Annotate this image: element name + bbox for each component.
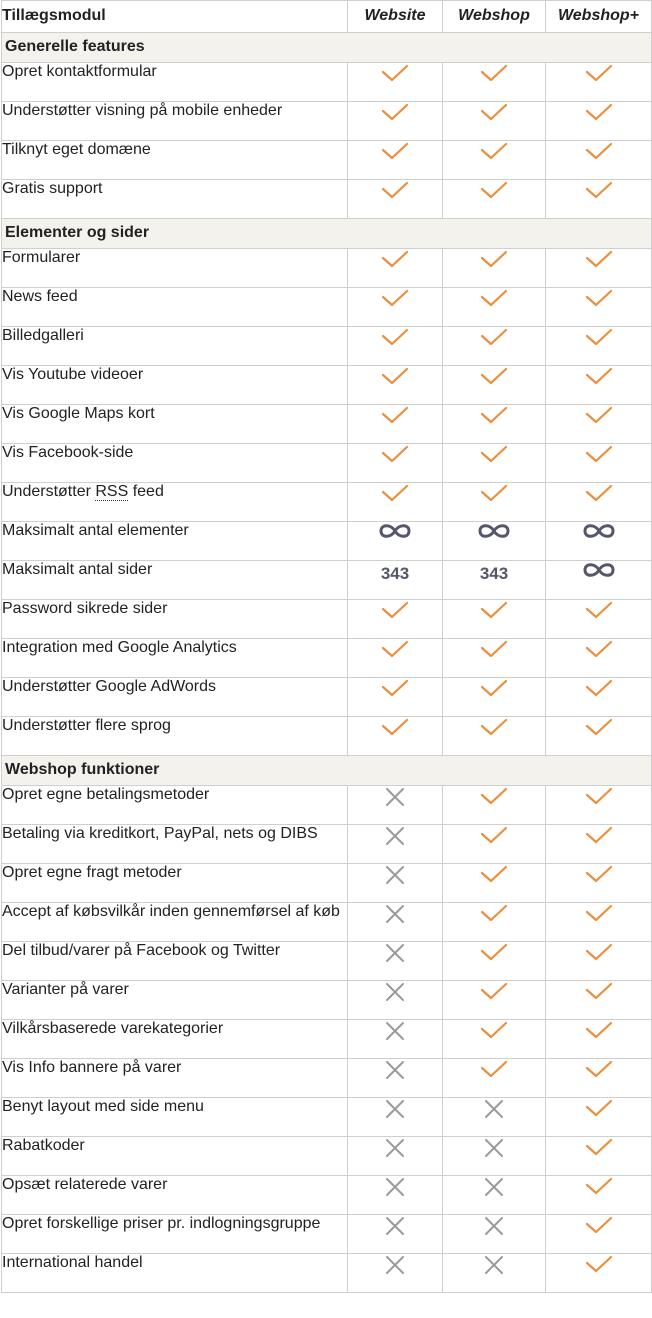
checkmark-icon bbox=[380, 327, 410, 349]
feature-label: Varianter på varer bbox=[2, 981, 348, 1020]
table-row bbox=[2, 327, 652, 366]
value-cell-webshop bbox=[443, 249, 546, 288]
feature-label: Opsæt relaterede varer bbox=[2, 1176, 348, 1215]
feature-label: Understøtter flere sprog bbox=[2, 717, 348, 756]
checkmark-icon bbox=[584, 1176, 614, 1198]
checkmark-icon bbox=[479, 63, 509, 85]
checkmark-icon bbox=[479, 327, 509, 349]
table-row bbox=[2, 717, 652, 756]
value-cell-webshop bbox=[443, 405, 546, 444]
feature-column-header: Tillægsmodul bbox=[2, 1, 348, 33]
checkmark-icon bbox=[584, 600, 614, 622]
table-row bbox=[2, 180, 652, 219]
value-cell-webshop-plus bbox=[546, 864, 652, 903]
value-cell-webshop bbox=[443, 600, 546, 639]
checkmark-icon bbox=[479, 1020, 509, 1042]
value-cell-webshop bbox=[443, 717, 546, 756]
feature-label: Password sikrede sider bbox=[2, 600, 348, 639]
cross-icon bbox=[384, 1254, 406, 1276]
infinity-icon bbox=[581, 561, 617, 579]
checkmark-icon bbox=[380, 639, 410, 661]
table-row bbox=[2, 1254, 652, 1293]
feature-label: Billedgalleri bbox=[2, 327, 348, 366]
cross-icon bbox=[384, 1176, 406, 1198]
cross-icon bbox=[384, 1059, 406, 1081]
value-cell-website bbox=[348, 327, 443, 366]
value-cell-webshop-plus bbox=[546, 678, 652, 717]
value-cell-website bbox=[348, 141, 443, 180]
table-row bbox=[2, 1176, 652, 1215]
checkmark-icon bbox=[584, 327, 614, 349]
checkmark-icon bbox=[479, 825, 509, 847]
checkmark-icon bbox=[380, 405, 410, 427]
checkmark-icon bbox=[380, 366, 410, 388]
limit-value: 343 bbox=[479, 564, 509, 583]
checkmark-icon bbox=[584, 1137, 614, 1159]
infinity-icon bbox=[377, 522, 413, 540]
value-cell-website bbox=[348, 600, 443, 639]
checkmark-icon bbox=[479, 678, 509, 700]
value-cell-website bbox=[348, 561, 443, 600]
value-cell-webshop bbox=[443, 786, 546, 825]
value-cell-webshop bbox=[443, 141, 546, 180]
table-row bbox=[2, 405, 652, 444]
value-cell-webshop-plus bbox=[546, 600, 652, 639]
feature-label: Opret egne betalingsmetoder bbox=[2, 786, 348, 825]
table-row bbox=[2, 1098, 652, 1137]
checkmark-icon bbox=[479, 366, 509, 388]
checkmark-icon bbox=[479, 288, 509, 310]
value-cell-webshop bbox=[443, 1020, 546, 1059]
checkmark-icon bbox=[380, 717, 410, 739]
value-cell-webshop bbox=[443, 327, 546, 366]
value-cell-webshop bbox=[443, 288, 546, 327]
value-cell-webshop bbox=[443, 1176, 546, 1215]
checkmark-icon bbox=[479, 600, 509, 622]
cross-icon bbox=[483, 1137, 505, 1159]
feature-label: International handel bbox=[2, 1254, 348, 1293]
value-cell-webshop bbox=[443, 180, 546, 219]
value-cell-website bbox=[348, 717, 443, 756]
checkmark-icon bbox=[479, 981, 509, 1003]
feature-label: Vilkårsbaserede varekategorier bbox=[2, 1020, 348, 1059]
checkmark-icon bbox=[584, 180, 614, 202]
value-cell-webshop-plus bbox=[546, 288, 652, 327]
checkmark-icon bbox=[584, 717, 614, 739]
value-cell-website bbox=[348, 1137, 443, 1176]
limit-value: 343 bbox=[380, 564, 410, 583]
checkmark-icon bbox=[479, 444, 509, 466]
checkmark-icon bbox=[584, 288, 614, 310]
value-cell-website bbox=[348, 786, 443, 825]
table-row bbox=[2, 639, 652, 678]
checkmark-icon bbox=[584, 942, 614, 964]
section-row-elementer-og-sider bbox=[2, 219, 652, 249]
value-cell-website bbox=[348, 102, 443, 141]
checkmark-icon bbox=[584, 981, 614, 1003]
table-row bbox=[2, 600, 652, 639]
value-cell-webshop bbox=[443, 366, 546, 405]
plan-header-webshop-plus: Webshop+ bbox=[546, 1, 652, 33]
value-cell-website bbox=[348, 903, 443, 942]
value-cell-webshop-plus bbox=[546, 405, 652, 444]
value-cell-website bbox=[348, 981, 443, 1020]
cross-icon bbox=[483, 1176, 505, 1198]
cross-icon bbox=[384, 1215, 406, 1237]
checkmark-icon bbox=[380, 483, 410, 505]
checkmark-icon bbox=[479, 1059, 509, 1081]
value-cell-webshop bbox=[443, 1137, 546, 1176]
infinity-icon bbox=[581, 522, 617, 540]
value-cell-webshop-plus bbox=[546, 366, 652, 405]
value-cell-webshop bbox=[443, 639, 546, 678]
value-cell-website bbox=[348, 522, 443, 561]
checkmark-icon bbox=[479, 942, 509, 964]
checkmark-icon bbox=[584, 1098, 614, 1120]
feature-label: Betaling via kreditkort, PayPal, nets og DIBS bbox=[2, 825, 348, 864]
feature-label: Integration med Google Analytics bbox=[2, 639, 348, 678]
value-cell-website bbox=[348, 678, 443, 717]
table-row bbox=[2, 1215, 652, 1254]
table-row bbox=[2, 825, 652, 864]
table-row bbox=[2, 366, 652, 405]
value-cell-webshop bbox=[443, 864, 546, 903]
value-cell-website bbox=[348, 1059, 443, 1098]
value-cell-website bbox=[348, 1215, 443, 1254]
feature-label: Tilknyt eget domæne bbox=[2, 141, 348, 180]
feature-label: Accept af købsvilkår inden gennemførsel af køb bbox=[2, 903, 348, 942]
checkmark-icon bbox=[584, 483, 614, 505]
value-cell-website bbox=[348, 639, 443, 678]
checkmark-icon bbox=[479, 180, 509, 202]
checkmark-icon bbox=[479, 903, 509, 925]
table-row bbox=[2, 522, 652, 561]
checkmark-icon bbox=[584, 63, 614, 85]
checkmark-icon bbox=[380, 444, 410, 466]
value-cell-webshop-plus bbox=[546, 561, 652, 600]
cross-icon bbox=[384, 825, 406, 847]
value-cell-website bbox=[348, 825, 443, 864]
value-cell-webshop-plus bbox=[546, 102, 652, 141]
value-cell-webshop-plus bbox=[546, 483, 652, 522]
checkmark-icon bbox=[584, 639, 614, 661]
cross-icon bbox=[384, 903, 406, 925]
value-cell-website bbox=[348, 180, 443, 219]
feature-label: Opret kontaktformular bbox=[2, 63, 348, 102]
section-row-generelle-features bbox=[2, 33, 652, 63]
value-cell-website bbox=[348, 288, 443, 327]
table-row bbox=[2, 1059, 652, 1098]
checkmark-icon bbox=[584, 249, 614, 271]
value-cell-webshop bbox=[443, 444, 546, 483]
value-cell-website bbox=[348, 405, 443, 444]
value-cell-webshop-plus bbox=[546, 327, 652, 366]
checkmark-icon bbox=[380, 180, 410, 202]
feature-comparison-table bbox=[1, 0, 652, 1293]
value-cell-webshop bbox=[443, 1254, 546, 1293]
checkmark-icon bbox=[479, 249, 509, 271]
table-row bbox=[2, 483, 652, 522]
checkmark-icon bbox=[479, 141, 509, 163]
section-title: Elementer og sider bbox=[2, 219, 652, 249]
value-cell-webshop-plus bbox=[546, 141, 652, 180]
value-cell-website bbox=[348, 1098, 443, 1137]
feature-label: Maksimalt antal elementer bbox=[2, 522, 348, 561]
checkmark-icon bbox=[584, 366, 614, 388]
value-cell-website bbox=[348, 483, 443, 522]
table-row bbox=[2, 102, 652, 141]
value-cell-website bbox=[348, 366, 443, 405]
cross-icon bbox=[384, 786, 406, 808]
checkmark-icon bbox=[380, 288, 410, 310]
table-row bbox=[2, 63, 652, 102]
value-cell-webshop-plus bbox=[546, 1254, 652, 1293]
value-cell-webshop-plus bbox=[546, 1215, 652, 1254]
value-cell-website bbox=[348, 864, 443, 903]
checkmark-icon bbox=[479, 405, 509, 427]
value-cell-webshop-plus bbox=[546, 522, 652, 561]
value-cell-webshop bbox=[443, 1059, 546, 1098]
cross-icon bbox=[483, 1215, 505, 1237]
value-cell-webshop-plus bbox=[546, 444, 652, 483]
checkmark-icon bbox=[479, 483, 509, 505]
table-header-row bbox=[2, 1, 652, 33]
feature-label: Vis Google Maps kort bbox=[2, 405, 348, 444]
value-cell-webshop-plus bbox=[546, 1059, 652, 1098]
checkmark-icon bbox=[380, 102, 410, 124]
value-cell-webshop bbox=[443, 825, 546, 864]
value-cell-webshop bbox=[443, 63, 546, 102]
value-cell-webshop-plus bbox=[546, 1137, 652, 1176]
checkmark-icon bbox=[479, 717, 509, 739]
cross-icon bbox=[483, 1254, 505, 1276]
cross-icon bbox=[384, 1137, 406, 1159]
cross-icon bbox=[384, 1098, 406, 1120]
checkmark-icon bbox=[584, 678, 614, 700]
value-cell-webshop-plus bbox=[546, 942, 652, 981]
checkmark-icon bbox=[380, 249, 410, 271]
value-cell-webshop-plus bbox=[546, 786, 652, 825]
table-row bbox=[2, 444, 652, 483]
feature-label: Understøtter visning på mobile enheder bbox=[2, 102, 348, 141]
value-cell-webshop-plus bbox=[546, 63, 652, 102]
cross-icon bbox=[384, 942, 406, 964]
value-cell-webshop-plus bbox=[546, 981, 652, 1020]
feature-label: Benyt layout med side menu bbox=[2, 1098, 348, 1137]
feature-label: Maksimalt antal sider bbox=[2, 561, 348, 600]
feature-label: Gratis support bbox=[2, 180, 348, 219]
table-row bbox=[2, 561, 652, 600]
table-row bbox=[2, 1020, 652, 1059]
table-row bbox=[2, 786, 652, 825]
value-cell-webshop-plus bbox=[546, 1020, 652, 1059]
value-cell-webshop-plus bbox=[546, 1098, 652, 1137]
feature-label: News feed bbox=[2, 288, 348, 327]
value-cell-webshop-plus bbox=[546, 717, 652, 756]
feature-label: Formularer bbox=[2, 249, 348, 288]
checkmark-icon bbox=[380, 600, 410, 622]
feature-label: Del tilbud/varer på Facebook og Twitter bbox=[2, 942, 348, 981]
checkmark-icon bbox=[479, 786, 509, 808]
value-cell-website bbox=[348, 63, 443, 102]
table-row bbox=[2, 678, 652, 717]
feature-label: Vis Youtube videoer bbox=[2, 366, 348, 405]
table-row bbox=[2, 942, 652, 981]
value-cell-website bbox=[348, 1176, 443, 1215]
value-cell-webshop bbox=[443, 678, 546, 717]
checkmark-icon bbox=[584, 102, 614, 124]
checkmark-icon bbox=[584, 1059, 614, 1081]
value-cell-website bbox=[348, 1254, 443, 1293]
checkmark-icon bbox=[584, 825, 614, 847]
section-title: Generelle features bbox=[2, 33, 652, 63]
value-cell-webshop-plus bbox=[546, 639, 652, 678]
feature-label: Opret forskellige priser pr. indlogningsgruppe bbox=[2, 1215, 348, 1254]
value-cell-webshop bbox=[443, 561, 546, 600]
value-cell-webshop bbox=[443, 942, 546, 981]
cross-icon bbox=[384, 981, 406, 1003]
checkmark-icon bbox=[584, 1215, 614, 1237]
value-cell-website bbox=[348, 249, 443, 288]
checkmark-icon bbox=[479, 639, 509, 661]
value-cell-webshop bbox=[443, 903, 546, 942]
table-row bbox=[2, 1137, 652, 1176]
value-cell-webshop-plus bbox=[546, 180, 652, 219]
table-row bbox=[2, 249, 652, 288]
value-cell-webshop bbox=[443, 1215, 546, 1254]
value-cell-webshop-plus bbox=[546, 1176, 652, 1215]
checkmark-icon bbox=[584, 903, 614, 925]
infinity-icon bbox=[476, 522, 512, 540]
feature-label: Opret egne fragt metoder bbox=[2, 864, 348, 903]
value-cell-webshop-plus bbox=[546, 825, 652, 864]
table-row bbox=[2, 141, 652, 180]
checkmark-icon bbox=[479, 864, 509, 886]
checkmark-icon bbox=[584, 444, 614, 466]
value-cell-website bbox=[348, 444, 443, 483]
checkmark-icon bbox=[584, 786, 614, 808]
plan-header-webshop: Webshop bbox=[443, 1, 546, 33]
value-cell-webshop bbox=[443, 102, 546, 141]
table-row bbox=[2, 288, 652, 327]
section-row-webshop-funktioner bbox=[2, 756, 652, 786]
feature-label: Understøtter RSS feed bbox=[2, 483, 348, 522]
feature-label: Vis Facebook-side bbox=[2, 444, 348, 483]
checkmark-icon bbox=[584, 1020, 614, 1042]
checkmark-icon bbox=[380, 678, 410, 700]
rss-abbreviation: RSS bbox=[95, 483, 129, 500]
cross-icon bbox=[483, 1098, 505, 1120]
value-cell-website bbox=[348, 942, 443, 981]
checkmark-icon bbox=[584, 864, 614, 886]
value-cell-webshop bbox=[443, 483, 546, 522]
value-cell-website bbox=[348, 1020, 443, 1059]
cross-icon bbox=[384, 1020, 406, 1042]
checkmark-icon bbox=[380, 63, 410, 85]
feature-label: Understøtter Google AdWords bbox=[2, 678, 348, 717]
checkmark-icon bbox=[479, 102, 509, 124]
section-title: Webshop funktioner bbox=[2, 756, 652, 786]
table-row bbox=[2, 903, 652, 942]
cross-icon bbox=[384, 864, 406, 886]
table-body bbox=[2, 33, 652, 1293]
checkmark-icon bbox=[584, 141, 614, 163]
value-cell-webshop-plus bbox=[546, 903, 652, 942]
checkmark-icon bbox=[584, 405, 614, 427]
checkmark-icon bbox=[584, 1254, 614, 1276]
feature-label: Vis Info bannere på varer bbox=[2, 1059, 348, 1098]
checkmark-icon bbox=[380, 141, 410, 163]
value-cell-webshop bbox=[443, 522, 546, 561]
value-cell-webshop bbox=[443, 1098, 546, 1137]
table-row bbox=[2, 864, 652, 903]
table-row bbox=[2, 981, 652, 1020]
value-cell-webshop-plus bbox=[546, 249, 652, 288]
plan-header-website: Website bbox=[348, 1, 443, 33]
value-cell-webshop bbox=[443, 981, 546, 1020]
feature-label: Rabatkoder bbox=[2, 1137, 348, 1176]
